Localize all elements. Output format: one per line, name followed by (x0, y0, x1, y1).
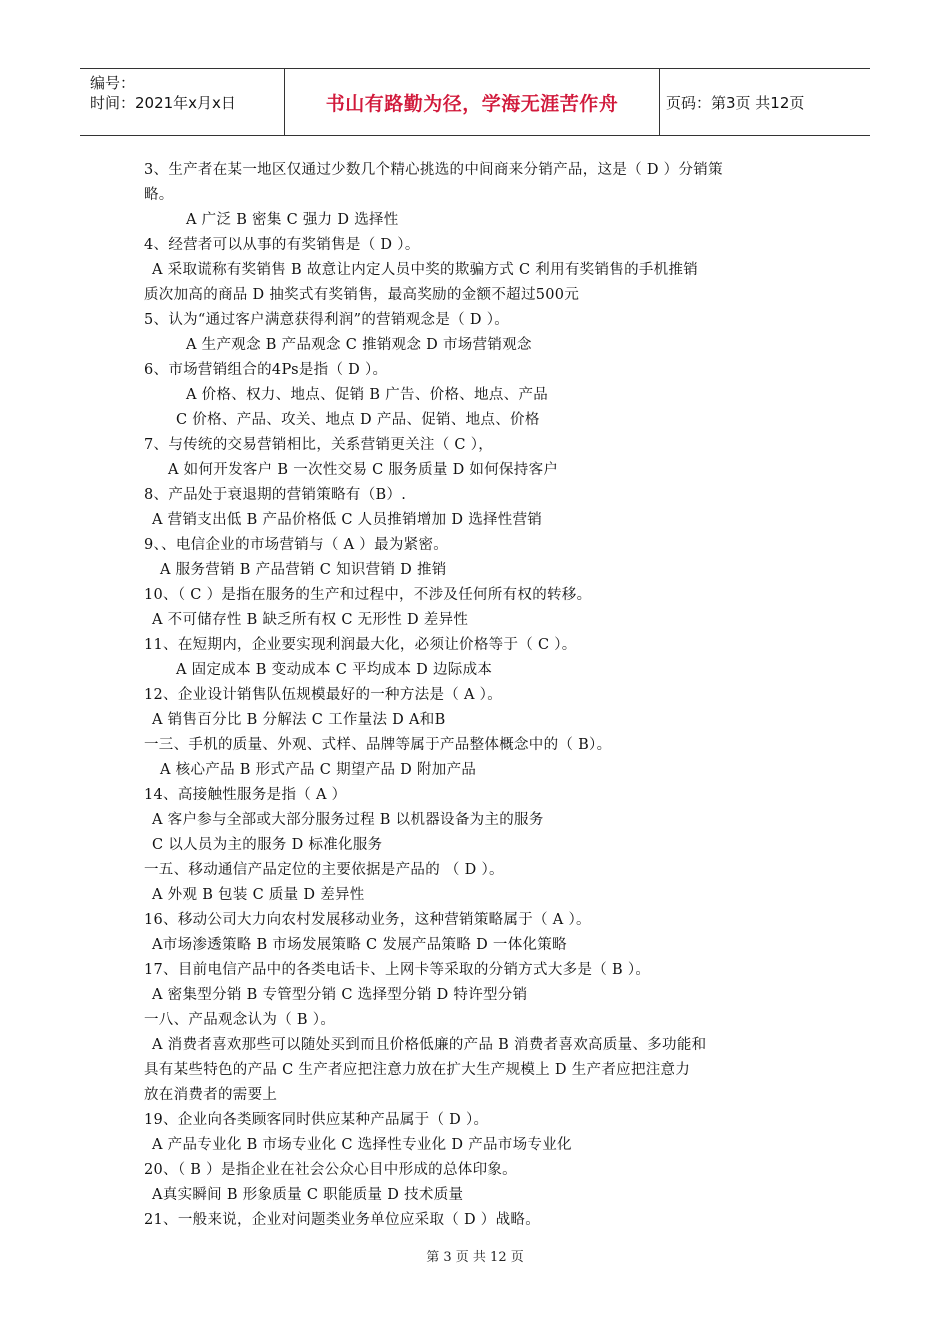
text-line: A 固定成本 B 变动成本 C 平均成本 D 边际成本 (176, 662, 493, 678)
text-line: 19、企业向各类顾客同时供应某种产品属于（ D ）。 (144, 1112, 489, 1128)
text-line: A 密集型分销 B 专管型分销 C 选择型分销 D 特许型分销 (152, 987, 528, 1003)
document-date: 时间：2021年x月x日 (90, 94, 236, 112)
text-line: 一八、产品观念认为（ B ）。 (144, 1012, 336, 1028)
text-line: A 如何开发客户 B 一次性交易 C 服务质量 D 如何保持客户 (168, 462, 559, 478)
text-line: 略。 (144, 187, 174, 203)
document-number-label: 编号： (90, 74, 136, 92)
text-line: 12、企业设计销售队伍规模最好的一种方法是（ A ）。 (144, 687, 502, 703)
text-line: 质次加高的商品 D 抽奖式有奖销售，最高奖励的金额不超过500元 (144, 287, 580, 303)
text-line: 一五、移动通信产品定位的主要依据是产品的 （ D ）。 (144, 862, 504, 878)
text-line: 9、、电信企业的市场营销与（ A ）最为紧密。 (144, 537, 449, 553)
text-line: A 价格、权力、地点、促销 B 广告、价格、地点、产品 (186, 387, 549, 403)
text-line: 17、目前电信产品中的各类电话卡、上网卡等采取的分销方式大多是（ B ）。 (144, 962, 651, 978)
text-line: A 广泛 B 密集 C 强力 D 选择性 (186, 212, 399, 228)
text-line: A 销售百分比 B 分解法 C 工作量法 D A和B (152, 712, 446, 728)
text-line: 8、产品处于衰退期的营销策略有（B）. (144, 487, 407, 503)
text-line: A市场渗透策略 B 市场发展策略 C 发展产品策略 D 一体化策略 (152, 937, 567, 953)
text-line: A 外观 B 包装 C 质量 D 差异性 (152, 887, 365, 903)
text-line: A 消费者喜欢那些可以随处买到而且价格低廉的产品 B 消费者喜欢高质量、多功能和 (152, 1037, 707, 1053)
text-line: A 服务营销 B 产品营销 C 知识营销 D 推销 (160, 562, 447, 578)
text-line: 10、（ C ）是指在服务的生产和过程中，不涉及任何所有权的转移。 (144, 587, 592, 603)
text-line: 20、（ B ）是指企业在社会公众心目中形成的总体印象。 (144, 1162, 517, 1178)
text-line: 4、经营者可以从事的有奖销售是（ D ）。 (144, 237, 420, 253)
footer-page-number: 第 3 页 共 12 页 (426, 1250, 524, 1265)
question-list (144, 158, 824, 1233)
text-line: 21、一般来说，企业对问题类业务单位应采取（ D ）战略。 (144, 1212, 540, 1228)
text-line: A 采取谎称有奖销售 B 故意让内定人员中奖的欺骗方式 C 利用有奖销售的手机推销 (152, 262, 699, 278)
text-line: C 价格、产品、攻关、地点 D 产品、促销、地点、价格 (176, 412, 540, 428)
header-meta (80, 69, 285, 135)
text-line: C 以人员为主的服务 D 标准化服务 (152, 837, 383, 853)
text-line: A 核心产品 B 形式产品 C 期望产品 D 附加产品 (160, 762, 477, 778)
text-line: A 客户参与全部或大部分服务过程 B 以机器设备为主的服务 (152, 812, 544, 828)
text-line: 一三、手机的质量、外观、式样、品牌等属于产品整体概念中的（ B）。 (144, 737, 612, 753)
page-header (80, 68, 870, 136)
page-footer (0, 1246, 950, 1265)
text-line: 7、与传统的交易营销相比，关系营销更关注（ C ）， (144, 437, 494, 453)
text-line: 具有某些特色的产品 C 生产者应把注意力放在扩大生产规模上 D 生产者应把注意力 (144, 1062, 691, 1078)
header-page-info (660, 69, 870, 135)
text-line: 6、市场营销组合的4Ps是指（ D ）。 (144, 362, 388, 378)
text-line: 5、认为“通过客户满意获得利润”的营销观念是（ D ）。 (144, 312, 510, 328)
header-motto (285, 69, 660, 135)
text-line: A 营销支出低 B 产品价格低 C 人员推销增加 D 选择性营销 (152, 512, 543, 528)
text-line: 11、在短期内，企业要实现利润最大化，必须让价格等于（ C ）。 (144, 637, 577, 653)
page-info-text: 页码：第3页 共12页 (666, 93, 805, 112)
text-line: 放在消费者的需要上 (144, 1087, 278, 1103)
text-line: A 产品专业化 B 市场专业化 C 选择性专业化 D 产品市场专业化 (152, 1137, 572, 1153)
text-line: 16、移动公司大力向农村发展移动业务，这种营销策略属于（ A ）。 (144, 912, 591, 928)
text-line: A 生产观念 B 产品观念 C 推销观念 D 市场营销观念 (186, 337, 532, 353)
text-line: 3、生产者在某一地区仅通过少数几个精心挑选的中间商来分销产品，这是（ D ）分销策 (144, 162, 723, 178)
motto-text: 书山有路勤为径，学海无涯苦作舟 (325, 92, 619, 115)
text-line: A 不可储存性 B 缺乏所有权 C 无形性 D 差异性 (152, 612, 469, 628)
text-line: A真实瞬间 B 形象质量 C 职能质量 D 技术质量 (152, 1187, 464, 1203)
text-line: 14、高接触性服务是指（ A ） (144, 787, 347, 803)
